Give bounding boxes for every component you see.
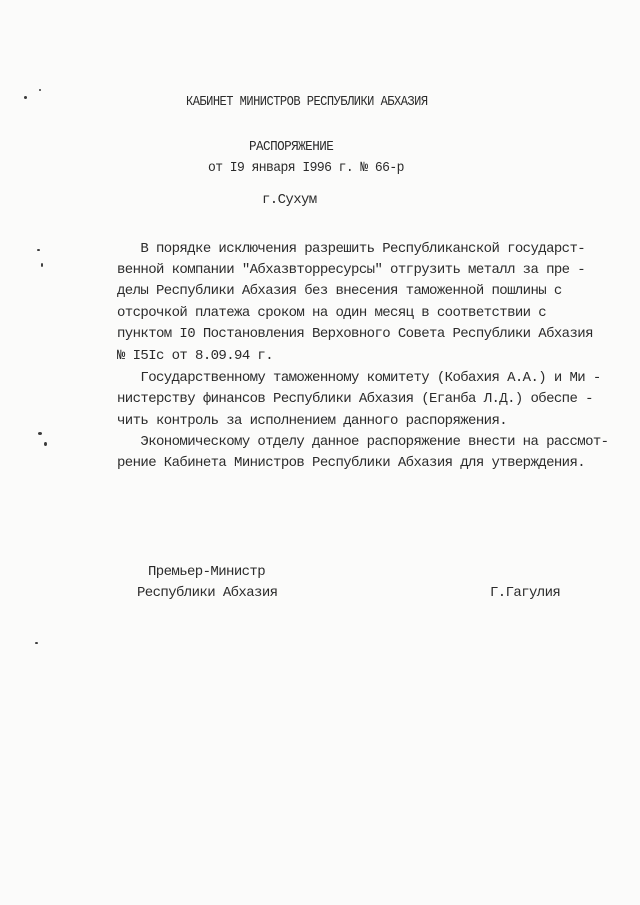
scan-mark [44,442,47,446]
body-line: Экономическому отделу данное распоряжение внести на рассмот- [117,434,609,450]
signatory-name: Г.Гагулия [490,585,561,601]
body-line: Государственному таможенному комитету (Кобахия А.А.) и Ми - [117,370,601,386]
body-line: делы Республики Абхазия без внесения таможенной пошлины с [117,283,562,299]
signatory-title-line-1: Премьер-Министр [148,564,266,580]
scan-mark [39,89,41,91]
document-date-number: от I9 января I996 г. № 66-р [208,160,404,176]
body-line: В порядке исключения разрешить Республиканской государст- [117,241,586,257]
scan-mark [24,96,27,99]
document-heading: КАБИНЕТ МИНИСТРОВ РЕСПУБЛИКИ АБХАЗИЯ [186,94,428,110]
body-line: № I5Iс от 8.09.94 г. [117,348,274,364]
body-line: рение Кабинета Министров Республики Абхазия для утверждения. [117,455,586,471]
scan-mark [38,432,42,435]
body-line: чить контроль за исполнением данного распоряжения. [117,413,508,429]
body-line: пунктом I0 Постановления Верховного Совета Республики Абхазия [117,326,593,342]
body-line: отсрочкой платежа сроком на один месяц в соответствии с [117,305,547,321]
scan-mark [35,642,38,644]
document-place: г.Сухум [262,192,317,208]
signatory-title-line-2: Республики Абхазия [137,585,278,601]
body-line: нистерству финансов Республики Абхазия (Еганба Л.Д.) обеспе - [117,391,593,407]
scan-mark [41,263,43,267]
document-type: РАСПОРЯЖЕНИЕ [249,139,334,155]
scan-mark [37,249,40,251]
body-line: венной компании "Абхазвторресурсы" отгрузить металл за пре - [117,262,586,278]
